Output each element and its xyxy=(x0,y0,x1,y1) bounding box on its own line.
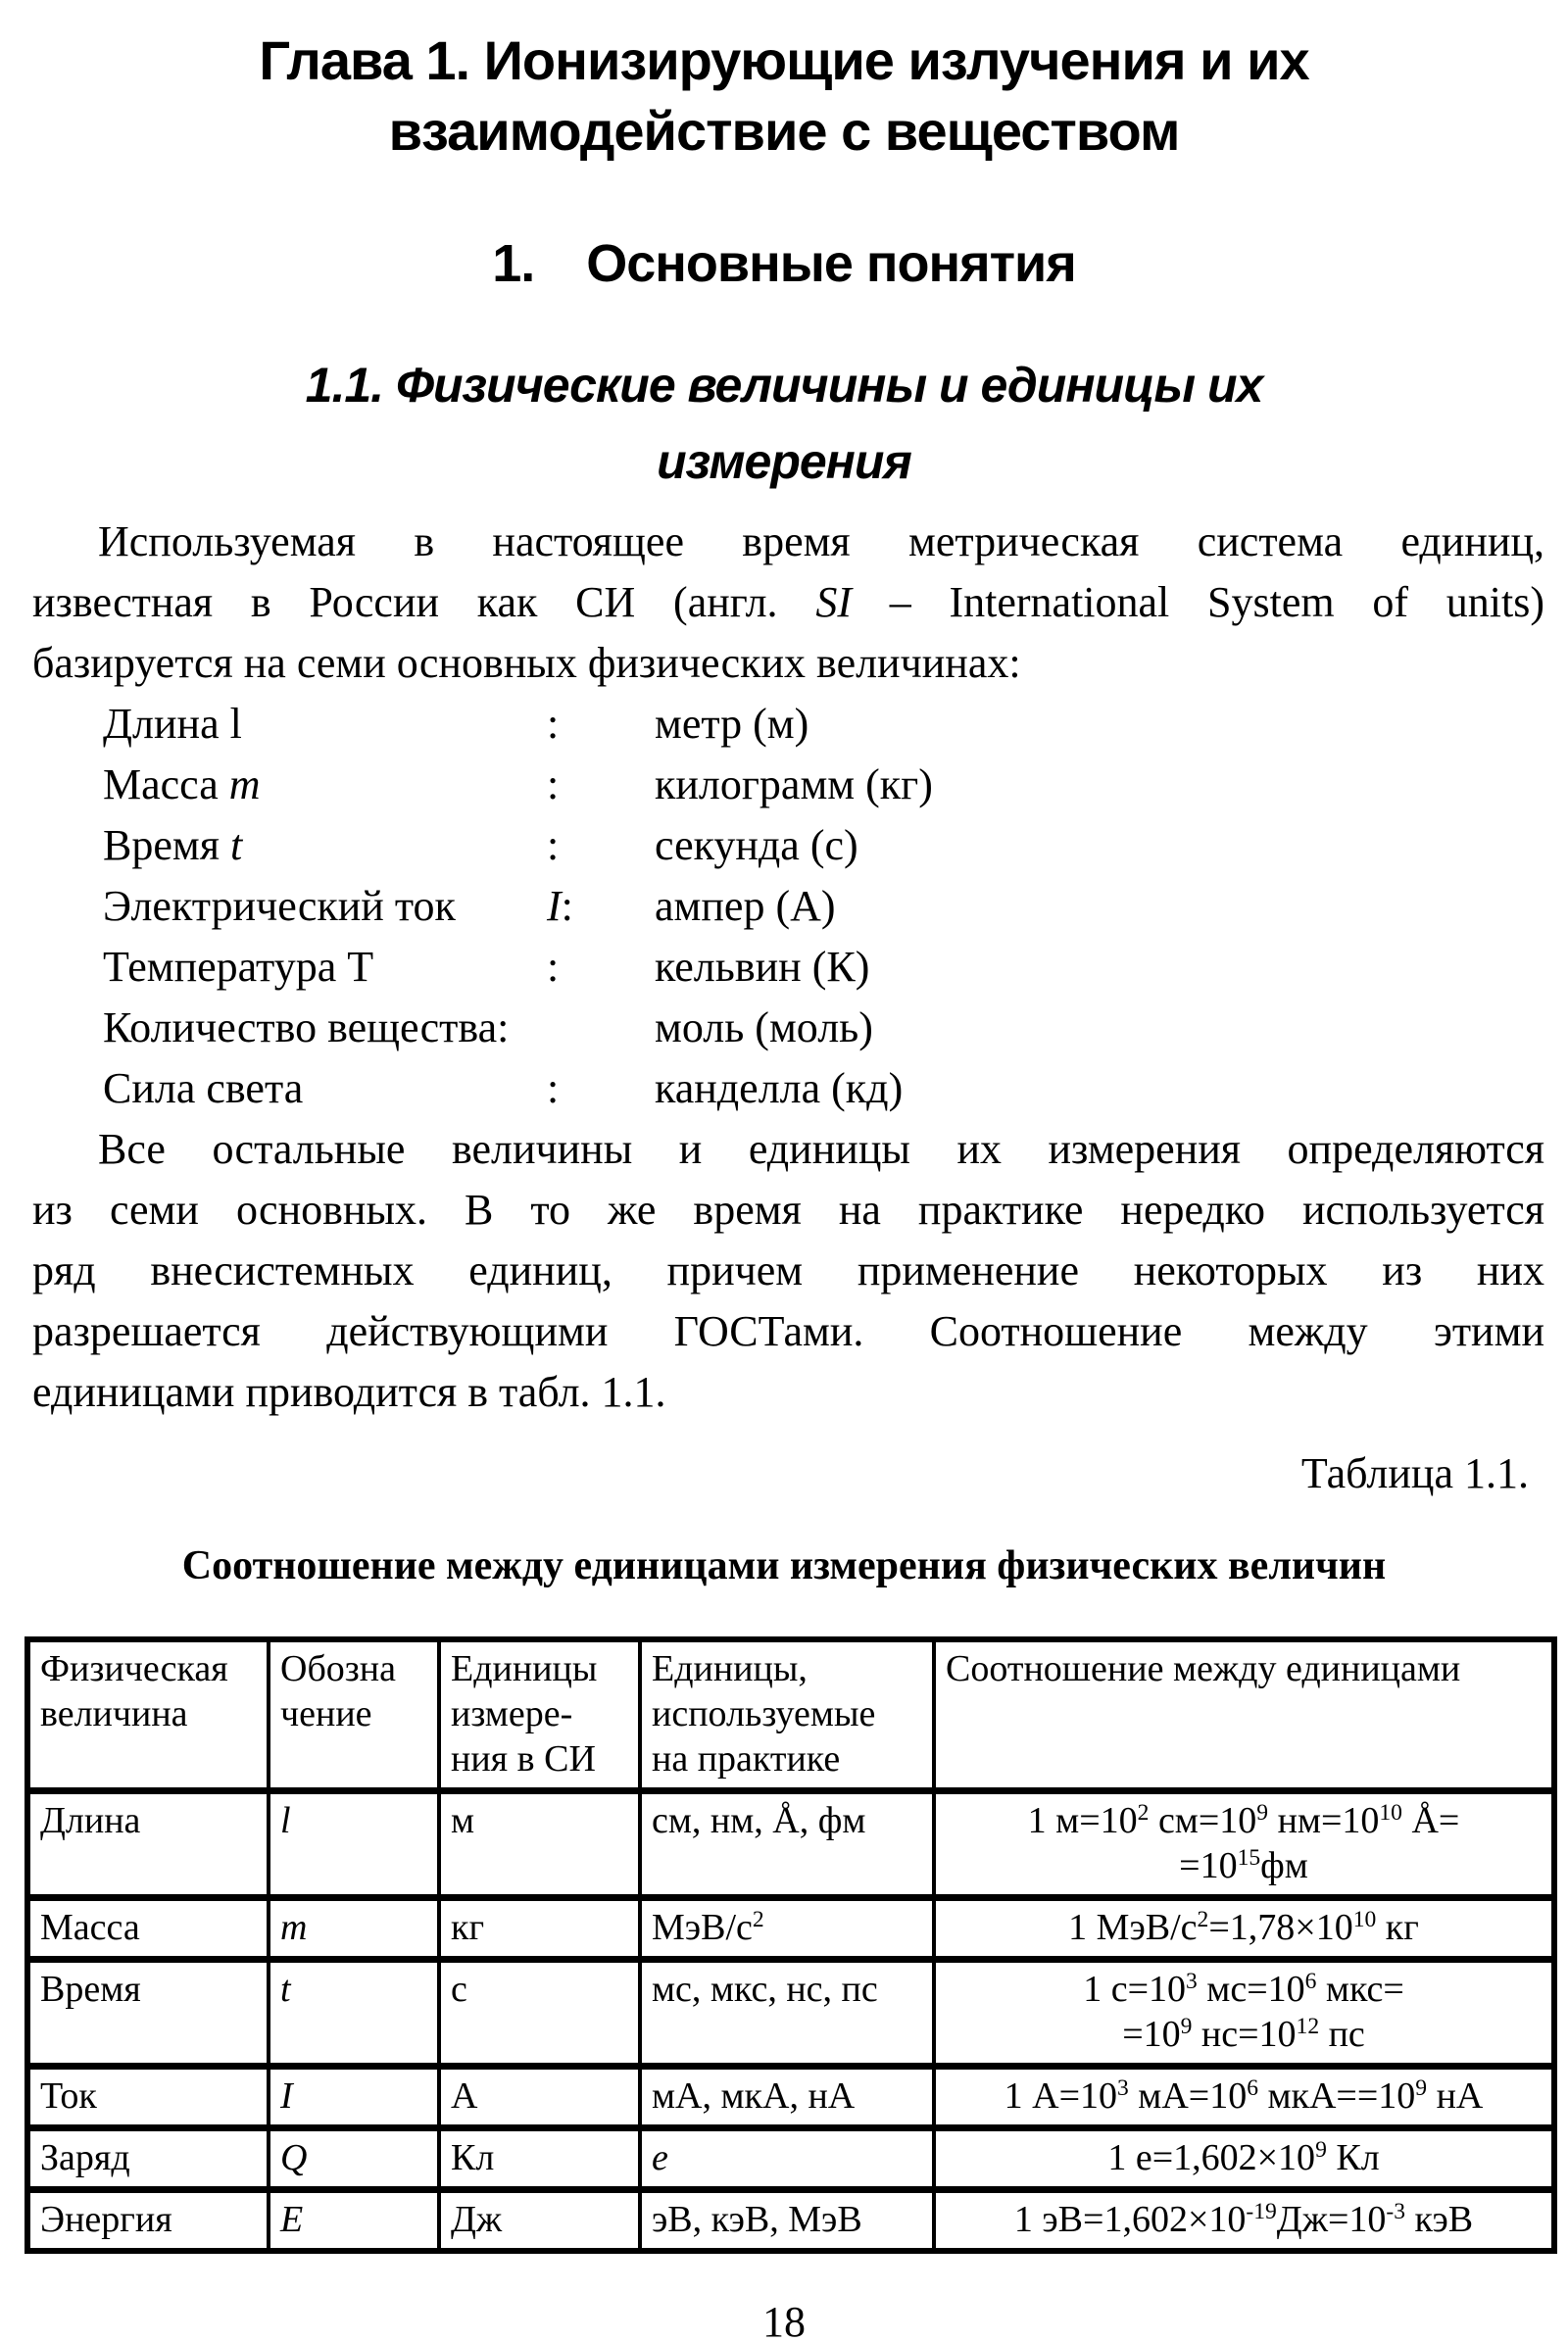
table-cell: e xyxy=(640,2128,934,2190)
paragraph-line: ряд внесистемных единиц, причем применение некоторых из них xyxy=(32,1246,1544,1294)
unit-quantity: Длина l xyxy=(103,700,242,748)
table-cell: I xyxy=(269,2067,439,2128)
unit-value: кельвин (К) xyxy=(655,943,870,991)
paragraph-line: Все остальные величины и единицы их измерения определяются xyxy=(98,1125,1544,1173)
table-row xyxy=(27,1960,1554,2067)
table-header-row xyxy=(27,1639,1554,1791)
table-row xyxy=(27,2067,1554,2128)
table-cell: 1 $м=10^2$ $см=10^9$ $нм=10^{10}$ Å= $=10^{15}фм$ xyxy=(934,1791,1554,1898)
unit-colon: : xyxy=(547,943,560,991)
unit-value: секунда (с) xyxy=(655,821,858,869)
table-row xyxy=(27,2190,1554,2252)
unit-value: килограмм (кг) xyxy=(655,760,933,808)
table-cell: 1 МэВ/$с^2=1,78\times 10^{10}$ кг xyxy=(934,1898,1554,1960)
table-row xyxy=(27,1898,1554,1960)
unit-row xyxy=(0,937,1568,998)
heading-line: измерения xyxy=(657,434,911,489)
table-cell: Время xyxy=(27,1960,269,2067)
table-cell: м xyxy=(439,1791,640,1898)
table-cell: Заряд xyxy=(27,2128,269,2190)
table-cell: Длина xyxy=(27,1791,269,1898)
unit-quantity: Количество вещества: xyxy=(103,1003,510,1051)
paragraph-line: Используемая в настоящее время метрическая система единиц, xyxy=(98,517,1544,565)
table-cell: 1 $А=10^3$ $мА=10^6$ $мкА==10^9$ нА xyxy=(934,2067,1554,2128)
unit-row xyxy=(0,998,1568,1058)
table-header-cell: Обозна чение xyxy=(269,1639,439,1791)
table-header-cell: Единицы, используемые на практике xyxy=(640,1639,934,1791)
table-header-cell: Единицы измере- ния в СИ xyxy=(439,1639,640,1791)
table-cell: Ток xyxy=(27,2067,269,2128)
paragraph-line: единицами приводится в табл. 1.1. xyxy=(32,1368,666,1416)
table-cell: с xyxy=(439,1960,640,2067)
table-cell: эВ, кэВ, МэВ xyxy=(640,2190,934,2252)
paragraph-line: из семи основных. В то же время на практике нередко используется xyxy=(32,1186,1544,1234)
unit-colon: : xyxy=(547,1064,560,1112)
table-cell: l xyxy=(269,1791,439,1898)
unit-row xyxy=(0,755,1568,815)
units-table-head xyxy=(27,1639,1554,1791)
table-row xyxy=(27,2128,1554,2190)
unit-row xyxy=(0,815,1568,876)
table-cell: Кл xyxy=(439,2128,640,2190)
units-table xyxy=(24,1636,1557,2254)
subsection-heading xyxy=(0,347,1568,500)
unit-colon: I: xyxy=(547,882,573,930)
unit-row xyxy=(0,1058,1568,1119)
table-cell: 1 $эВ=1,602\times 10^{-19}Дж=10^{-3}$ кэВ xyxy=(934,2190,1554,2252)
unit-quantity: Сила света xyxy=(103,1064,304,1112)
chapter-title xyxy=(0,25,1568,167)
table-cell: m xyxy=(269,1898,439,1960)
unit-value: ампер (А) xyxy=(655,882,836,930)
heading-line: Глава 1. Ионизирующие излучения и их xyxy=(259,29,1309,91)
table-cell: 1 $е=1,602\times 10^9$ Кл xyxy=(934,2128,1554,2190)
unit-quantity: Масса m xyxy=(103,760,261,808)
table-cell: Дж xyxy=(439,2190,640,2252)
table-cell: А xyxy=(439,2067,640,2128)
table-cell: см, нм, Å, фм xyxy=(640,1791,934,1898)
unit-value: метр (м) xyxy=(655,700,809,748)
unit-row xyxy=(0,694,1568,755)
unit-colon: : xyxy=(547,700,560,748)
table-header-cell: Соотношение между единицами xyxy=(934,1639,1554,1791)
paragraph-line: разрешается действующими ГОСТами. Соотношение между этими xyxy=(32,1307,1544,1355)
unit-value: канделла (кд) xyxy=(655,1064,904,1112)
unit-row xyxy=(0,876,1568,937)
paragraph-intro xyxy=(0,512,1568,694)
table-cell: t xyxy=(269,1960,439,2067)
table-cell: мс, мкс, нс, пс xyxy=(640,1960,934,2067)
table-cell: E xyxy=(269,2190,439,2252)
heading-line: 1.1. Физические величины и единицы их xyxy=(305,358,1263,413)
unit-value: моль (моль) xyxy=(655,1003,873,1051)
table-cell: Энергия xyxy=(27,2190,269,2252)
heading-line: взаимодействие с веществом xyxy=(388,100,1180,162)
table-cell: Q xyxy=(269,2128,439,2190)
unit-colon: : xyxy=(547,821,560,869)
unit-quantity: Температура Т xyxy=(103,943,374,991)
table-row xyxy=(27,1791,1554,1898)
table-cell: кг xyxy=(439,1898,640,1960)
table-cell: мА, мкА, нА xyxy=(640,2067,934,2128)
section-heading: 1. Основные понятия xyxy=(492,234,1076,293)
table-note: Таблица 1.1. xyxy=(1300,1449,1529,1497)
page-number: 18 xyxy=(762,2298,806,2342)
table-caption: Соотношение между единицами измерения физических величин xyxy=(181,1543,1387,1588)
paragraph-line: базируется на семи основных физических величинах: xyxy=(32,639,1021,687)
table-header-cell: Физическая величина xyxy=(27,1639,269,1791)
paragraph-nonsystem-units xyxy=(0,1119,1568,1423)
unit-quantity: Время t xyxy=(103,821,243,869)
table-cell: Масса xyxy=(27,1898,269,1960)
paragraph-line: известная в России как СИ (англ. SI – International System of units) xyxy=(32,578,1545,626)
units-list xyxy=(0,694,1568,1119)
table-cell: МэВ/$с^2$ xyxy=(640,1898,934,1960)
table-cell: 1 $с=10^3$ $мс=10^6$ мкс= $=10^9$ $нс=10^{12}$ пс xyxy=(934,1960,1554,2067)
unit-quantity: Электрический ток xyxy=(103,882,456,930)
units-table-body xyxy=(27,1791,1554,2252)
unit-colon: : xyxy=(547,760,560,808)
